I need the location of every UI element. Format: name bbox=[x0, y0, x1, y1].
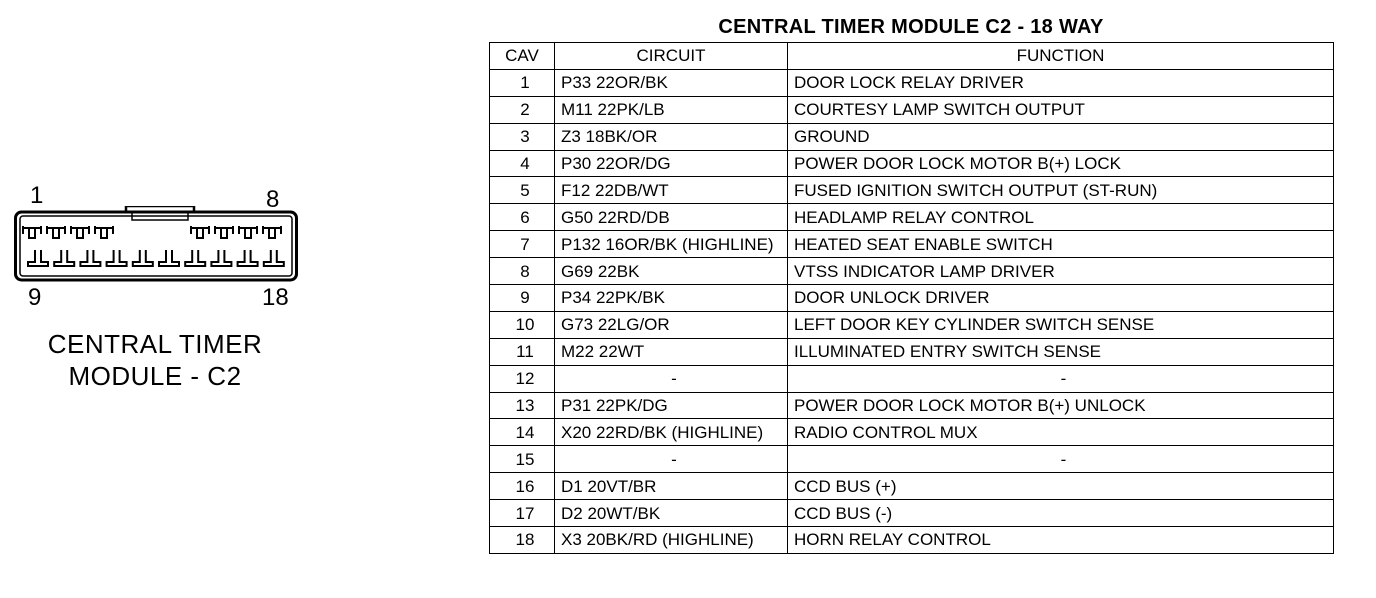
circuit-cell: P31 22PK/DG bbox=[555, 392, 788, 419]
table-row bbox=[490, 204, 1334, 231]
pin-label-1: 1 bbox=[30, 182, 44, 209]
function-cell: ILLUMINATED ENTRY SWITCH SENSE bbox=[788, 338, 1334, 365]
function-cell: CCD BUS (+) bbox=[788, 473, 1334, 500]
table-row bbox=[490, 96, 1334, 123]
circuit-cell: M22 22WT bbox=[555, 338, 788, 365]
table-title: CENTRAL TIMER MODULE C2 - 18 WAY bbox=[718, 16, 1104, 38]
terminal-cavity-bottom bbox=[80, 250, 100, 266]
bottom-row-terminals bbox=[28, 250, 284, 266]
function-cell: RADIO CONTROL MUX bbox=[788, 419, 1334, 446]
cav-cell: 7 bbox=[490, 231, 555, 258]
cav-cell: 9 bbox=[490, 285, 555, 312]
header-circuit: CIRCUIT bbox=[555, 43, 788, 70]
top-row-terminals bbox=[23, 226, 281, 238]
cav-cell: 4 bbox=[490, 150, 555, 177]
terminal-cavity-bottom bbox=[159, 250, 179, 266]
cav-cell: 2 bbox=[490, 96, 555, 123]
function-cell: FUSED IGNITION SWITCH OUTPUT (ST-RUN) bbox=[788, 177, 1334, 204]
table-row bbox=[490, 473, 1334, 500]
function-cell: COURTESY LAMP SWITCH OUTPUT bbox=[788, 96, 1334, 123]
header-function: FUNCTION bbox=[788, 43, 1334, 70]
terminal-cavity-top bbox=[23, 226, 41, 238]
terminal-cavity-top bbox=[215, 226, 233, 238]
circuit-cell: P33 22OR/BK bbox=[555, 69, 788, 96]
circuit-cell: P34 22PK/BK bbox=[555, 285, 788, 312]
function-cell: DOOR UNLOCK DRIVER bbox=[788, 285, 1334, 312]
terminal-cavity-bottom bbox=[28, 250, 48, 266]
circuit-cell: F12 22DB/WT bbox=[555, 177, 788, 204]
terminal-cavity-top bbox=[191, 226, 209, 238]
cav-cell: 8 bbox=[490, 258, 555, 285]
terminal-cavity-top bbox=[239, 226, 257, 238]
terminal-cavity-bottom bbox=[133, 250, 153, 266]
function-cell: VTSS INDICATOR LAMP DRIVER bbox=[788, 258, 1334, 285]
cav-cell: 11 bbox=[490, 338, 555, 365]
terminal-cavity-bottom bbox=[238, 250, 258, 266]
function-cell: POWER DOOR LOCK MOTOR B(+) LOCK bbox=[788, 150, 1334, 177]
circuit-cell: Z3 18BK/OR bbox=[555, 123, 788, 150]
connector-housing bbox=[16, 212, 297, 280]
table-row bbox=[490, 258, 1334, 285]
cav-cell: 16 bbox=[490, 473, 555, 500]
table-row bbox=[490, 392, 1334, 419]
terminal-cavity-bottom bbox=[211, 250, 231, 266]
terminal-cavity-top bbox=[263, 226, 281, 238]
terminal-cavity-bottom bbox=[107, 250, 127, 266]
table-row bbox=[490, 69, 1334, 96]
terminal-cavity-bottom bbox=[264, 250, 284, 266]
cav-cell: 17 bbox=[490, 500, 555, 527]
cav-cell: 3 bbox=[490, 123, 555, 150]
circuit-cell: D1 20VT/BR bbox=[555, 473, 788, 500]
cav-cell: 18 bbox=[490, 527, 555, 554]
table-row bbox=[490, 311, 1334, 338]
function-cell: CCD BUS (-) bbox=[788, 500, 1334, 527]
table-row bbox=[490, 527, 1334, 554]
table-header-row bbox=[490, 43, 1334, 70]
cav-cell: 1 bbox=[490, 69, 555, 96]
table-row bbox=[490, 177, 1334, 204]
circuit-cell: G69 22BK bbox=[555, 258, 788, 285]
table-row bbox=[490, 285, 1334, 312]
circuit-cell: P30 22OR/DG bbox=[555, 150, 788, 177]
cav-cell: 12 bbox=[490, 365, 555, 392]
function-cell: LEFT DOOR KEY CYLINDER SWITCH SENSE bbox=[788, 311, 1334, 338]
function-cell: DOOR LOCK RELAY DRIVER bbox=[788, 69, 1334, 96]
cav-cell: 5 bbox=[490, 177, 555, 204]
circuit-cell: - bbox=[555, 365, 788, 392]
function-cell: GROUND bbox=[788, 123, 1334, 150]
circuit-cell: X3 20BK/RD (HIGHLINE) bbox=[555, 527, 788, 554]
function-cell: HEATED SEAT ENABLE SWITCH bbox=[788, 231, 1334, 258]
terminal-cavity-top bbox=[95, 226, 113, 238]
table-row bbox=[490, 365, 1334, 392]
connector-caption-line1: CENTRAL TIMER bbox=[47, 329, 263, 359]
circuit-cell: - bbox=[555, 446, 788, 473]
terminal-cavity-bottom bbox=[54, 250, 74, 266]
function-cell: - bbox=[788, 446, 1334, 473]
table-row bbox=[490, 338, 1334, 365]
terminal-cavity-bottom bbox=[185, 250, 205, 266]
terminal-cavity-top bbox=[47, 226, 65, 238]
cav-cell: 15 bbox=[490, 446, 555, 473]
function-cell: - bbox=[788, 365, 1334, 392]
pin-label-8: 8 bbox=[266, 186, 280, 213]
function-cell: HORN RELAY CONTROL bbox=[788, 527, 1334, 554]
circuit-cell: G73 22LG/OR bbox=[555, 311, 788, 338]
cav-cell: 10 bbox=[490, 311, 555, 338]
circuit-cell: P132 16OR/BK (HIGHLINE) bbox=[555, 231, 788, 258]
table-row bbox=[490, 123, 1334, 150]
connector-caption-line2: MODULE - C2 bbox=[68, 361, 242, 391]
connector-face bbox=[14, 206, 300, 286]
cav-cell: 6 bbox=[490, 204, 555, 231]
table-row bbox=[490, 500, 1334, 527]
circuit-cell: M11 22PK/LB bbox=[555, 96, 788, 123]
circuit-cell: X20 22RD/BK (HIGHLINE) bbox=[555, 419, 788, 446]
pin-label-9: 9 bbox=[28, 284, 42, 311]
table-row bbox=[490, 446, 1334, 473]
cav-cell: 14 bbox=[490, 419, 555, 446]
header-cav: CAV bbox=[490, 43, 555, 70]
function-cell: POWER DOOR LOCK MOTOR B(+) UNLOCK bbox=[788, 392, 1334, 419]
circuit-cell: G50 22RD/DB bbox=[555, 204, 788, 231]
cav-cell: 13 bbox=[490, 392, 555, 419]
pin-label-18: 18 bbox=[262, 284, 289, 311]
table-row bbox=[490, 150, 1334, 177]
function-cell: HEADLAMP RELAY CONTROL bbox=[788, 204, 1334, 231]
circuit-cell: D2 20WT/BK bbox=[555, 500, 788, 527]
pinout-table bbox=[489, 42, 1334, 554]
table-row bbox=[490, 231, 1334, 258]
pinout-table-body bbox=[490, 69, 1334, 553]
table-row bbox=[490, 419, 1334, 446]
terminal-cavity-top bbox=[71, 226, 89, 238]
